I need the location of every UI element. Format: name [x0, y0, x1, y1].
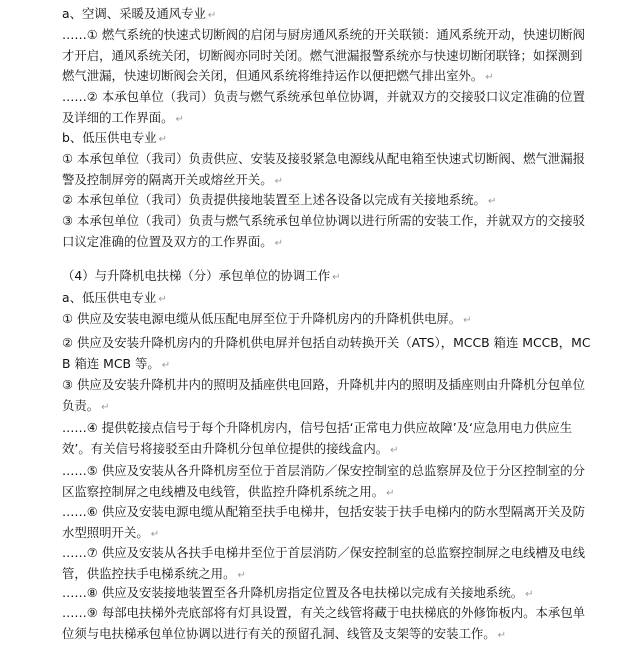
paragraph-mark: ↵	[497, 629, 507, 641]
item-elev-3: ③ 供应及安装升降机井内的照明及插座供电回路，升降机井内的照明及插座则由升降机分包单位负责。 ↵	[62, 377, 586, 413]
paragraph-mark: ↵	[485, 72, 494, 84]
item-elev-1: ① 供应及安装电源电缆从低压配电屏至位于升降机房内的升降机供电屏。 ↵	[62, 311, 472, 326]
paragraph-mark: ↵	[274, 175, 284, 187]
paragraph-mark: ↵	[386, 487, 395, 499]
heading-elevator-coordination: （4）与升降机电扶梯（分）承包单位的协调工作 ↵	[62, 268, 341, 283]
item-elev-2: ② 供应及安装升降机房内的升降机供电屏并包括自动转换开关（ATS），MCCB 箱连 MCCB，MCB 箱连 MCB 等。 ↵	[62, 335, 591, 371]
paragraph-mark: ↵	[207, 10, 217, 21]
paragraph-mark: ↵	[274, 237, 284, 249]
paragraph-mark: ↵	[161, 359, 171, 371]
paragraph-mark: ↵	[237, 569, 246, 581]
item-lv-2: ② 本承包单位（我司）负责提供接地装置至上述各设备以完成有关接地系统。 ↵	[62, 192, 497, 207]
paragraph-mark: ↵	[158, 294, 167, 305]
paragraph-mark: ↵	[463, 315, 472, 326]
item-elev-4: ……④ 提供乾接点信号于每个升降机房内，信号包括‘正常电力供应故障’及‘应急用电力供应生效’。有关信号将接驳至由升降机分包单位提供的接线盒内。 ↵	[62, 420, 573, 456]
item-elev-9: ……⑨ 每部电扶梯外壳底部将有灯具设置，有关之线管将藏于电扶梯底的外修饰板内。本承包单位须与电扶梯承包单位协调以进行有关的预留孔洞、线管及支架等的安装工作。 ↵	[62, 605, 586, 641]
paragraph-mark: ↵	[101, 401, 110, 413]
item-lv-1: ① 本承包单位（我司）负责供应、安装及接驳紧急电源线从配电箱至快速式切断阀、燃气泄漏报警及控制屏旁的隔离开关或熔丝开关。 ↵	[62, 151, 586, 187]
item-hvac-1: ……① 燃气系统的快速式切断阀的启闭与厨房通风系统的开关联锁：通风系统开动，快速切断阀才开启，通风系统关闭，切断阀亦同时关闭。燃气泄漏报警系统亦与快速切断闭联锋；如探测到燃气泄漏，快速切断阀会关闭，但通风系统将维持运作以便把燃气排出室外。 ↵	[62, 27, 586, 84]
paragraph-mark: ↵	[158, 134, 167, 145]
heading-low-voltage-b: b、低压供电专业 ↵	[62, 130, 167, 145]
paragraph-mark: ↵	[390, 444, 399, 456]
item-lv-3: ③ 本承包单位（我司）负责与燃气系统承包单位协调以进行所需的安装工作，并就双方的交接驳口议定准确的位置及双方的工作界面。 ↵	[62, 213, 586, 249]
paragraph-mark: ↵	[175, 113, 184, 125]
paragraph-mark: ↵	[525, 589, 534, 600]
item-elev-6: ……⑥ 供应及安装电源电缆从配箱至扶手电梯井，包括安装于扶手电梯内的防水型隔离开关及防水型照明开关。 ↵	[62, 504, 586, 540]
item-elev-8: ……⑧ 供应及安装接地装置至各升降机房指定位置及各电扶梯以完成有关接地系统。 ↵	[62, 585, 534, 600]
heading-hvac: a、空调、采暖及通风专业 ↵	[62, 6, 217, 21]
item-elev-7: ……⑦ 供应及安装从各扶手电梯井至位于首层消防／保安控制室的总监察控制屏之电线槽及电线管，供监控扶手电梯系统之用。 ↵	[62, 545, 586, 581]
heading-low-voltage-a: a、低压供电专业 ↵	[62, 290, 167, 305]
paragraph-mark: ↵	[150, 528, 160, 540]
paragraph-mark: ↵	[487, 196, 497, 207]
item-hvac-2: ……② 本承包单位（我司）负责与燃气系统承包单位协调，并就双方的交接驳口议定准确的位置及详细的工作界面。 ↵	[62, 89, 586, 125]
paragraph-mark: ↵	[332, 272, 341, 283]
item-elev-5: ……⑤ 供应及安装从各升降机房至位于首层消防／保安控制室的总监察屏及位于分区控制室的分区监察控制屏之电线槽及电线管，供监控升降机系统之用。 ↵	[62, 463, 586, 499]
